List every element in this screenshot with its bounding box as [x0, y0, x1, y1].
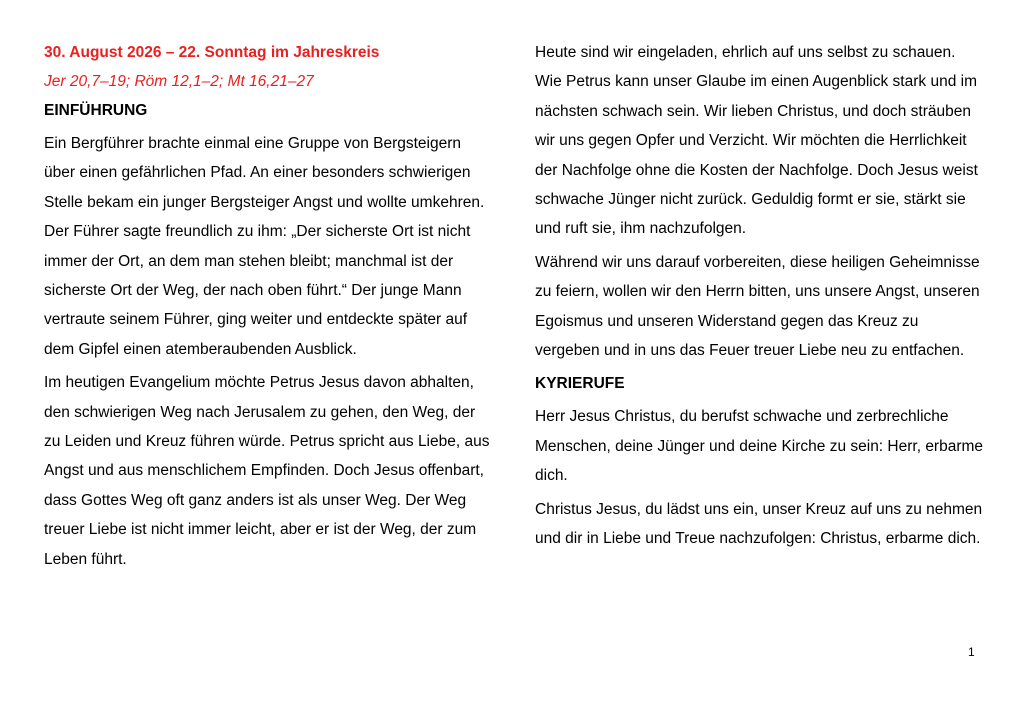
scripture-readings: Jer 20,7–19; Röm 12,1–2; Mt 16,21–27: [44, 73, 314, 90]
page-number: 1: [968, 645, 975, 659]
kyrie-heading: KYRIERUFE: [535, 375, 625, 393]
introduction-paragraph: Ein Bergführer brachte einmal eine Gruppe von Bergsteigern über einen gefährlichen Pfad. An einer besonders schwierigen Stelle bekam ein junger Bergsteiger Angst und wollte umkehren. Der Führer sagte freundlich zu ihm: „Der sicherste Ort ist nicht immer der Ort, an dem man stehen bleibt; manchmal ist der sicherste Ort der Weg, der nach oben führt.“ Der junge Mann vertraute seinem Führer, ging weiter und entdeckte später auf dem Gipfel einen atemberaubenden Ausblick.: [44, 135, 485, 358]
introduction-paragraph: Heute sind wir eingeladen, ehrlich auf uns selbst zu schauen. Wie Petrus kann unser Glaube im einen Augenblick stark und im nächsten schwach sein. Wir lieben Christus, und doch sträuben wir uns gegen Opfer und Verzicht. Wir möchten die Herrlichkeit der Nachfolge ohne die Kosten der Nachfolge. Doch Jesus weist schwache Jünger nicht zurück. Geduldig formt er sie, stärkt sie und ruft sie, ihm nachzufolgen.: [535, 44, 978, 238]
introduction-heading: EINFÜHRUNG: [44, 102, 148, 119]
left-column: [44, 38, 492, 578]
page-title: 30. August 2026 – 22. Sonntag im Jahreskreis: [44, 44, 380, 61]
introduction-paragraph: Im heutigen Evangelium möchte Petrus Jesus davon abhalten, den schwierigen Weg nach Jerusalem zu gehen, den Weg, der zu Leiden und Kreuz führen würde. Petrus spricht aus Liebe, aus Angst und aus menschlichem Empfinden. Doch Jesus offenbart, dass Gottes Weg oft ganz anders ist als unser Weg. Der Weg treuer Liebe ist nicht immer leicht, aber er ist der Weg, der zum Leben führt.: [44, 374, 490, 568]
right-column: [535, 38, 985, 558]
introduction-paragraph: Während wir uns darauf vorbereiten, diese heiligen Geheimnisse zu feiern, wollen wir den Herrn bitten, uns unsere Angst, unseren Egoismus und unseren Widerstand gegen das Kreuz zu vergeben und in uns das Feuer treuer Liebe neu zu entfachen.: [535, 253, 980, 360]
kyrie-invocation: Herr Jesus Christus, du berufst schwache und zerbrechliche Menschen, deine Jünger und deine Kirche zu sein: Herr, erbarme dich.: [535, 408, 984, 485]
kyrie-invocation: Christus Jesus, du lädst uns ein, unser Kreuz auf uns zu nehmen und dir in Liebe und Treue nachzufolgen: Christus, erbarme dich.: [535, 500, 983, 548]
